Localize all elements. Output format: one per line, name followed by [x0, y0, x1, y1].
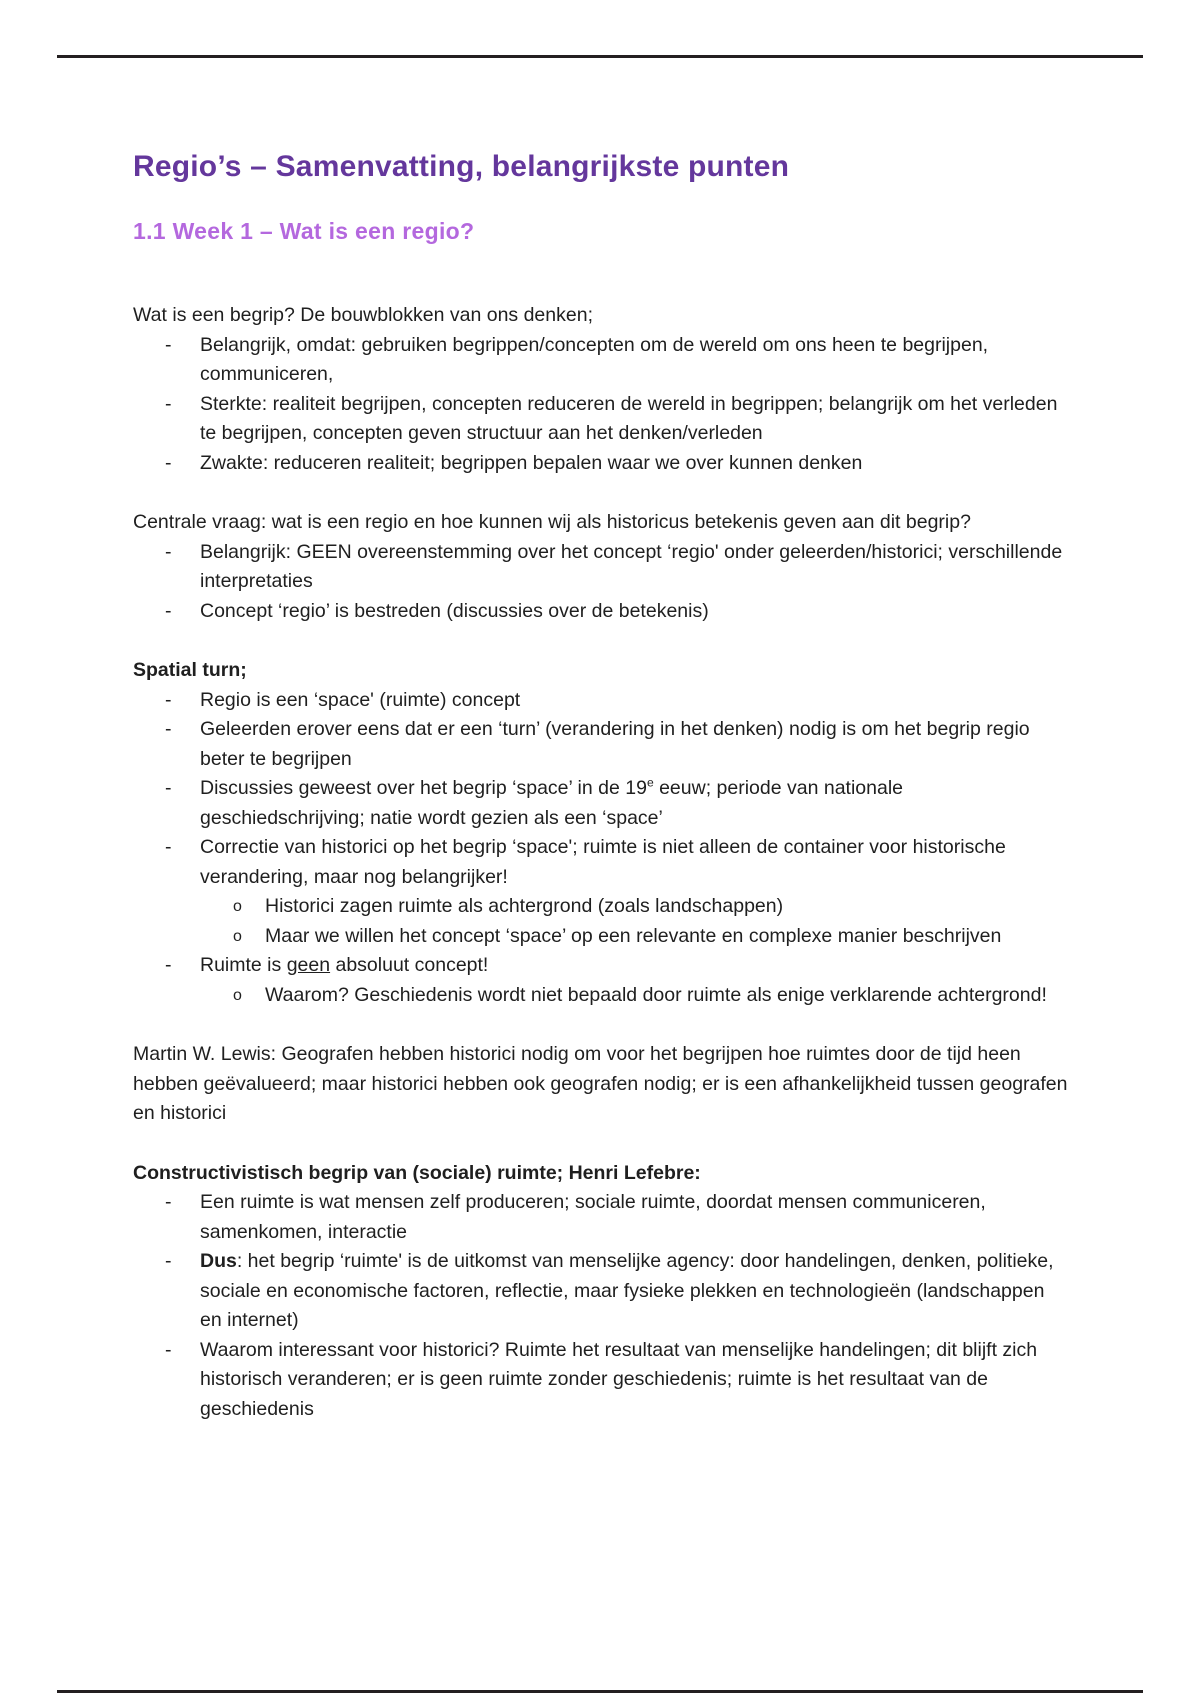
- bullet-text: [200, 951, 1069, 981]
- dash-bullet-marker: -: [165, 451, 172, 474]
- dash-bullet-marker: -: [165, 777, 172, 799]
- paragraph: [133, 1040, 1069, 1129]
- dash-bullet-marker: -: [165, 599, 172, 622]
- circle-bullet-marker: o: [233, 986, 242, 1004]
- bullet-text: [265, 922, 1069, 952]
- bullet-item: [133, 715, 1069, 774]
- section-subtitle: 1.1 Week 1 – Wat is een regio?: [133, 218, 475, 244]
- page-title: Regio’s – Samenvatting, belangrijkste punten: [133, 150, 790, 183]
- paragraph-spacer: [133, 478, 1069, 508]
- bullet-item: [133, 538, 1069, 597]
- bullet-text: [265, 981, 1069, 1011]
- bullet-text: [200, 833, 1069, 892]
- bullet-item: [133, 686, 1069, 716]
- bullet-item: [133, 597, 1069, 627]
- circle-bullet-marker: o: [233, 898, 242, 915]
- dash-bullet-marker: -: [165, 718, 172, 740]
- bullet-text: [200, 1247, 1069, 1336]
- bottom-rule: [57, 1690, 1143, 1693]
- paragraph: [133, 301, 1069, 331]
- text-run: absoluut concept!: [330, 954, 489, 976]
- section-heading: [133, 1159, 1069, 1189]
- text-run: geen: [286, 954, 331, 976]
- dash-bullet-marker: -: [165, 1191, 172, 1213]
- text-run: Martin W. Lewis: Geografen hebben historici nodig om voor het begrijpen hoe ruimtes door de tijd heen hebben geëvalueerd; maar historici hebben ook geografen nodig; er is een afhankelijkheid tussen geografen en historici: [133, 1043, 1068, 1124]
- bullet-text: [265, 892, 1069, 922]
- text-run: Discussies geweest over het begrip ‘space’ in de 19: [200, 777, 647, 799]
- bullet-text: [200, 331, 1069, 390]
- bullet-text: [200, 449, 1069, 479]
- text-run: Dus: [200, 1250, 237, 1272]
- text-run: Waarom? Geschiedenis wordt niet bepaald door ruimte als enige verklarende achtergrond!: [265, 983, 1047, 1006]
- dash-bullet-marker: -: [165, 954, 172, 976]
- bullet-item: [133, 390, 1069, 449]
- text-run: Spatial turn;: [133, 659, 247, 681]
- bullet-item: [133, 1188, 1069, 1247]
- dash-bullet-marker: -: [165, 392, 172, 415]
- text-run: Constructivistisch begrip van (sociale) ruimte; Henri Lefebre:: [133, 1161, 701, 1184]
- circle-bullet-marker: o: [233, 927, 242, 945]
- text-run: eeuw; periode van nationale geschiedschrijving; natie wordt gezien als een ‘space’: [200, 777, 904, 829]
- text-run: Zwakte: reduceren realiteit; begrippen bepalen waar we over kunnen denken: [200, 451, 863, 474]
- text-run: Regio is een ‘space' (ruimte) concept: [200, 688, 521, 711]
- bullet-item: [133, 1247, 1069, 1336]
- text-run: e: [646, 775, 654, 790]
- bullet-text: [200, 597, 1069, 627]
- text-run: : het begrip ‘ruimte' is de uitkomst van menselijke agency: door handelingen, denken, politieke, sociale en economische factoren, reflectie, maar fysieke plekken en technologieën (landschappen en internet): [200, 1250, 1054, 1331]
- paragraph: [133, 508, 1069, 538]
- bullet-text: [200, 390, 1069, 449]
- bullet-item: [133, 449, 1069, 479]
- bullet-item: [133, 951, 1069, 981]
- text-run: Concept ‘regio’ is bestreden (discussies over de betekenis): [200, 599, 709, 622]
- dash-bullet-marker: -: [165, 1338, 172, 1361]
- text-run: Historici zagen ruimte als achtergrond (zoals landschappen): [265, 895, 784, 917]
- section-heading: [133, 656, 1069, 686]
- dash-bullet-marker: -: [165, 540, 172, 563]
- dash-bullet-marker: -: [165, 333, 172, 356]
- text-run: Ruimte is: [200, 954, 287, 976]
- sub-bullet-item: [133, 981, 1069, 1011]
- bullet-text: [200, 1188, 1069, 1247]
- top-rule: [57, 55, 1143, 58]
- document-content: [133, 148, 1069, 1424]
- text-run: Een ruimte is wat mensen zelf produceren; sociale ruimte, doordat mensen communiceren, samenkomen, interactie: [200, 1191, 986, 1243]
- text-run: Waarom interessant voor historici? Ruimte het resultaat van menselijke handelingen; dit blijft zich historisch veranderen; er is geen ruimte zonder geschiedenis; ruimte is het resultaat van de geschiedenis: [200, 1338, 1038, 1420]
- bullet-item: [133, 774, 1069, 833]
- text-run: Correctie van historici op het begrip ‘space'; ruimte is niet alleen de container voor historische verandering, maar nog belangrijker!: [200, 836, 1006, 888]
- bullet-text: [200, 686, 1069, 716]
- paragraph-spacer: [133, 626, 1069, 656]
- dash-bullet-marker: -: [165, 688, 172, 711]
- bullet-text: [200, 715, 1069, 774]
- bullet-item: [133, 833, 1069, 892]
- sub-bullet-item: [133, 922, 1069, 952]
- bullet-item: [133, 331, 1069, 390]
- text-run: Geleerden erover eens dat er een ‘turn’ (verandering in het denken) nodig is om het begrip regio beter te begrijpen: [200, 718, 1030, 770]
- text-run: Belangrijk: GEEN overeenstemming over het concept ‘regio' onder geleerden/historici; verschillende interpretaties: [200, 540, 1063, 592]
- dash-bullet-marker: -: [165, 836, 172, 858]
- sub-bullet-item: [133, 892, 1069, 922]
- bullet-text: [200, 538, 1069, 597]
- text-run: Sterkte: realiteit begrijpen, concepten reduceren de wereld in begrippen; belangrijk om het verleden te begrijpen, concepten geven structuur aan het denken/verleden: [200, 392, 1058, 444]
- paragraph-spacer: [133, 1129, 1069, 1159]
- bullet-item: [133, 1336, 1069, 1425]
- text-run: Belangrijk, omdat: gebruiken begrippen/concepten om de wereld om ons heen te begrijpen, communiceren,: [200, 333, 989, 385]
- bullet-text: [200, 1336, 1069, 1425]
- text-run: Centrale vraag: wat is een regio en hoe kunnen wij als historicus betekenis geven aan dit begrip?: [133, 511, 971, 533]
- text-run: Wat is een begrip? De bouwblokken van ons denken;: [133, 304, 593, 326]
- document-body: [133, 301, 1069, 1424]
- bullet-text: [200, 774, 1069, 833]
- text-run: Maar we willen het concept ‘space’ op een relevante en complexe manier beschrijven: [265, 924, 1002, 947]
- dash-bullet-marker: -: [165, 1250, 172, 1272]
- paragraph-spacer: [133, 1010, 1069, 1040]
